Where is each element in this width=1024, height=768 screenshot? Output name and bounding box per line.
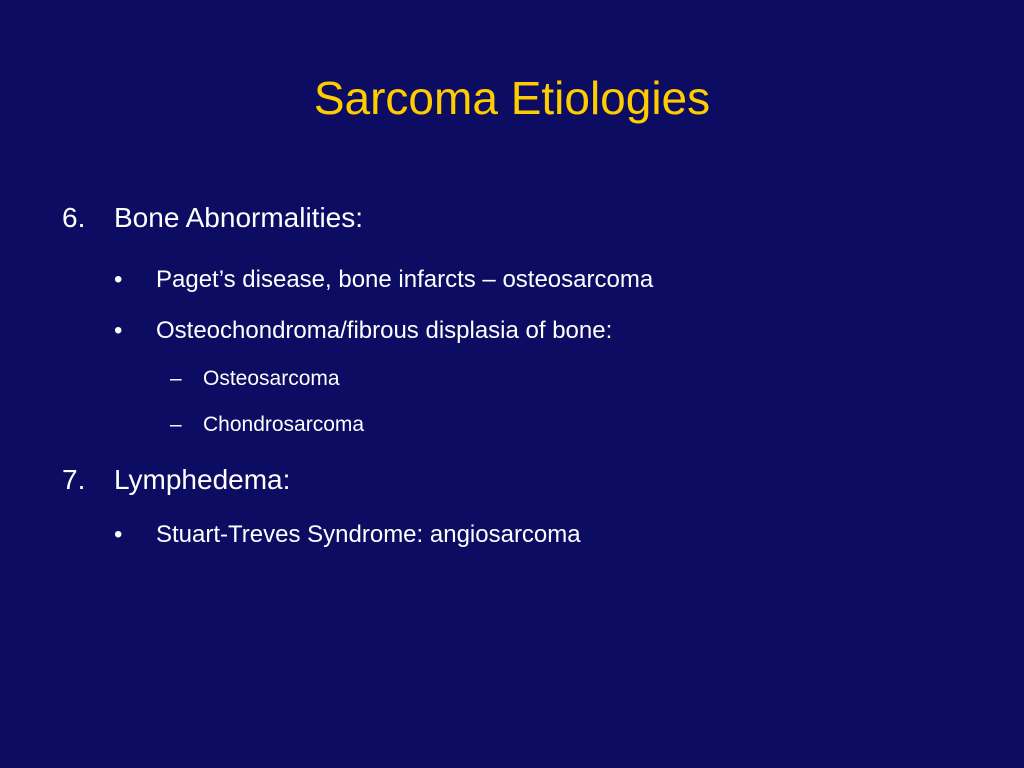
sub-bullet-text: Chondrosarcoma bbox=[203, 413, 365, 436]
dash-marker: – bbox=[170, 367, 182, 390]
bullet-text: Stuart-Treves Syndrome: angiosarcoma bbox=[156, 521, 581, 548]
list-number: 6. bbox=[62, 202, 86, 233]
bullet-marker: • bbox=[114, 317, 123, 344]
sub-bullet-text: Osteosarcoma bbox=[203, 367, 340, 390]
bullet-marker: • bbox=[114, 266, 123, 293]
bullet-marker: • bbox=[114, 521, 123, 548]
dash-marker: – bbox=[170, 413, 182, 436]
slide-title: Sarcoma Etiologies bbox=[313, 72, 711, 124]
list-item-label: Lymphedema: bbox=[114, 464, 291, 495]
list-item-label: Bone Abnormalities: bbox=[114, 202, 364, 233]
list-number: 7. bbox=[62, 464, 86, 495]
bullet-text: Osteochondroma/fibrous displasia of bone: bbox=[156, 317, 613, 344]
bullet-text: Paget’s disease, bone infarcts – osteosarcoma bbox=[156, 266, 654, 293]
